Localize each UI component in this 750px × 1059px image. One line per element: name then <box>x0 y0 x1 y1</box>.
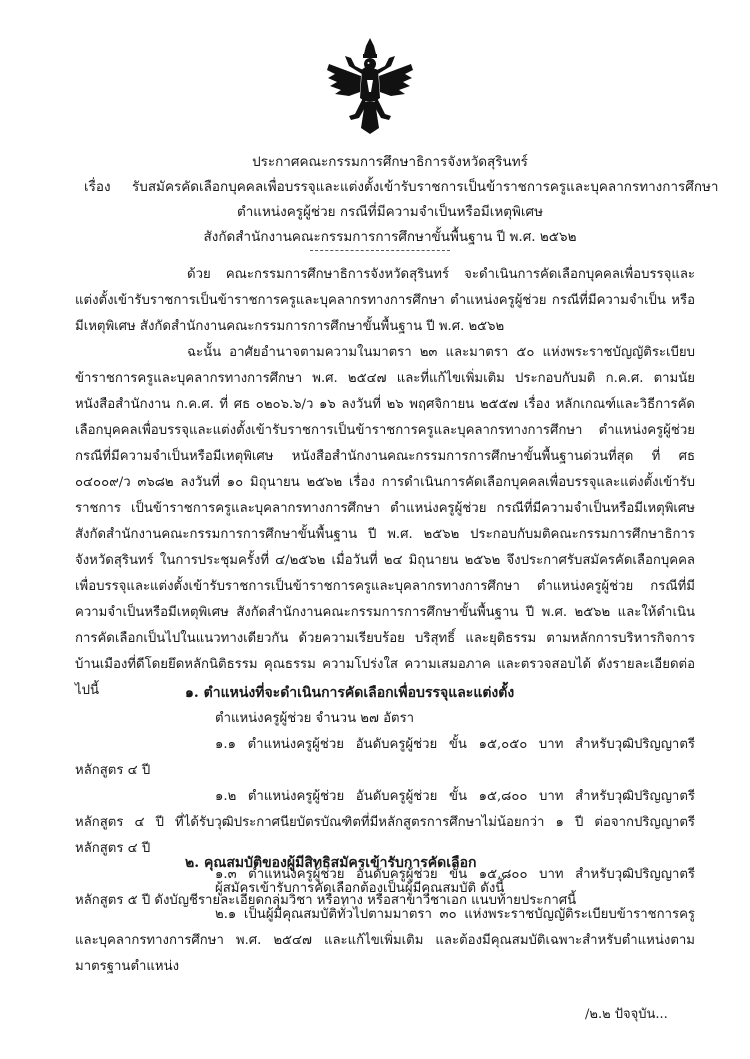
subject-text: รับสมัครคัดเลือกบุคคลเพื่อบรรจุและแต่งตั้งเข้ารับราชการเป็นข้าราชการครูและบุคลากรทางการศึกษา <box>132 179 719 195</box>
page-continuation: /๒.๒ ปัจจุบัน... <box>585 1007 668 1022</box>
intro-paragraphs <box>75 262 695 704</box>
section-2-item-1: ๒.๑ เป็นผู้มีคุณสมบัติทั่วไปตามมาตรา ๓๐ แห่งพระราชบัญญัติระเบียบข้าราชการครูและบุคลากรทางการศึกษา พ.ศ. ๒๕๔๗ และแก้ไขเพิ่มเติม และต้องมีคุณสมบัติเฉพาะสำหรับตำแหน่งตามมาตรฐานตำแหน่ง <box>75 907 695 974</box>
section-1-item-2: ๑.๒ ตำแหน่งครูผู้ช่วย อันดับครูผู้ช่วย ขั้น ๑๕,๘๐๐ บาท สำหรับวุฒิปริญญาตรีหลักสูตร ๔ ปี ที่ได้รับวุฒิประกาศนียบัตรบัณฑิตที่มีหลักสูตรการศึกษาไม่น้อยกว่า ๑ ปี ต่อจากปริญญาตรีหลักสูตร ๔ ปี <box>75 789 695 856</box>
affiliation-line: สังกัดสำนักงานคณะกรรมการการศึกษาขั้นพื้นฐาน ปี พ.ศ. ๒๕๖๒ <box>203 229 577 245</box>
announcement-issuer: ประกาศคณะกรรมการศึกษาธิการจังหวัดสุรินทร์ <box>252 154 528 170</box>
section-1-intro: ตำแหน่งครูผู้ช่วย จำนวน ๒๗ อัตรา <box>215 711 415 726</box>
section-1-item-1: ๑.๑ ตำแหน่งครูผู้ช่วย อันดับครูผู้ช่วย ขั้น ๑๕,๐๕๐ บาท สำหรับวุฒิปริญญาตรีหลักสูตร ๔ ปี <box>75 737 695 778</box>
section-2-heading: ๒. คุณสมบัติของผู้มีสิทธิสมัครเข้ารับการคัดเลือก <box>185 855 477 871</box>
paragraph-2: ฉะนั้น อาศัยอำนาจตามความในมาตรา ๒๓ และมาตรา ๕๐ แห่งพระราชบัญญัติระเบียบข้าราชการครูและบุคลากรทางการศึกษา พ.ศ. ๒๕๔๗ และที่แก้ไขเพิ่มเติม ประกอบกับมติ ก.ค.ศ. ตามนัยหนังสือสำนักงาน ก.ค.ศ. ที่ ศธ ๐๒๐๖.๖/ว ๑๖ ลงวันที่ ๒๖ พฤศจิกายน ๒๕๕๗ เรื่อง หลักเกณฑ์และวิธีการคัดเลือกบุคคลเพื่อบรรจุและแต่งตั้งเข้ารับราชการเป็นข้าราชการครูและบุคลากรทางการศึกษา ตำแหน่งครูผู้ช่วย กรณีที่มีความจำเป็นหรือมีเหตุพิเศษ หนังสือสำนักงานคณะกรรมการการศึกษาขั้นพื้นฐานด่วนที่สุด ที่ ศธ ๐๔๐๐๙/ว ๓๖๘๒ ลงวันที่ ๑๐ มิถุนายน ๒๕๖๒ เรื่อง การดำเนินการคัดเลือกบุคคลเพื่อบรรจุและแต่งตั้งเข้ารับราชการ เป็นข้าราชการครูและบุคลากรทางการศึกษา ตำแหน่งครูผู้ช่วย กรณีที่มีความจำเป็นหรือมีเหตุพิเศษ สังกัดสำนักงานคณะกรรมการการศึกษาขั้นพื้นฐาน ปี พ.ศ. ๒๕๖๒ ประกอบกับมติคณะกรรมการศึกษาธิการจังหวัดสุรินทร์ ในการประชุมครั้งที่ ๔/๒๕๖๒ เมื่อวันที่ ๒๔ มิถุนายน ๒๕๖๒ จึงประกาศรับสมัครคัดเลือกบุคคลเพื่อบรรจุและแต่งตั้งเข้ารับราชการเป็นข้าราชการครูและบุคลากรทางการศึกษา ตำแหน่งครูผู้ช่วย กรณีที่มีความจำเป็นหรือมีเหตุพิเศษ สังกัดสำนักงานคณะกรรมการการศึกษาขั้นพื้นฐาน ปี พ.ศ. ๒๕๖๒ และให้ดำเนินการคัดเลือกเป็นไปในแนวทางเดียวกัน ด้วยความเรียบร้อย บริสุทธิ์ และยุติธรรม ตามหลักการบริหารกิจการบ้านเมืองที่ดีโดยยึดหลักนิติธรรม คุณธรรม ความโปร่งใส ความเสมอภาค และตรวจสอบได้ ดังรายละเอียดต่อไปนี้ <box>75 345 695 698</box>
section-1-heading: ๑. ตำแหน่งที่จะดำเนินการคัดเลือกเพื่อบรรจุและแต่งตั้ง <box>185 685 515 701</box>
section-2 <box>75 850 695 980</box>
paragraph-1: ด้วย คณะกรรมการศึกษาธิการจังหวัดสุรินทร์ จะดำเนินการคัดเลือกบุคคลเพื่อบรรจุและแต่งตั้งเข้ารับราชการเป็นข้าราชการครูและบุคลากรทางการศึกษา ตำแหน่งครูผู้ช่วย กรณีที่มีความจำเป็น หรือมีเหตุพิเศษ สังกัดสำนักงานคณะกรรมการการศึกษาขั้นพื้นฐาน ปี พ.ศ. ๒๕๖๒ <box>75 267 695 334</box>
section-2-intro: ผู้สมัครเข้ารับการคัดเลือกต้องเป็นผู้มีคุณสมบัติ ดังนี้ <box>215 881 505 896</box>
section-1-item-3: ๑.๓ ตำแหน่งครูผู้ช่วย อันดับครูผู้ช่วย ขั้น ๑๕,๘๐๐ บาท สำหรับวุฒิปริญญาตรีหลักสูตร ๕ ปี ดังบัญชีรายละเอียดกลุ่มวิชา หรือทาง หรือสาขาวิชาเอก แนบท้ายประกาศนี้ <box>75 867 695 908</box>
position-line: ตำแหน่งครูผู้ช่วย กรณีที่มีความจำเป็นหรือมีเหตุพิเศษ <box>236 204 544 220</box>
announcement-subject-line <box>70 175 719 200</box>
announcement-title-block <box>70 150 719 250</box>
title-separator <box>310 250 450 251</box>
garuda-emblem-icon <box>325 36 415 136</box>
subject-label: เรื่อง <box>84 179 111 195</box>
